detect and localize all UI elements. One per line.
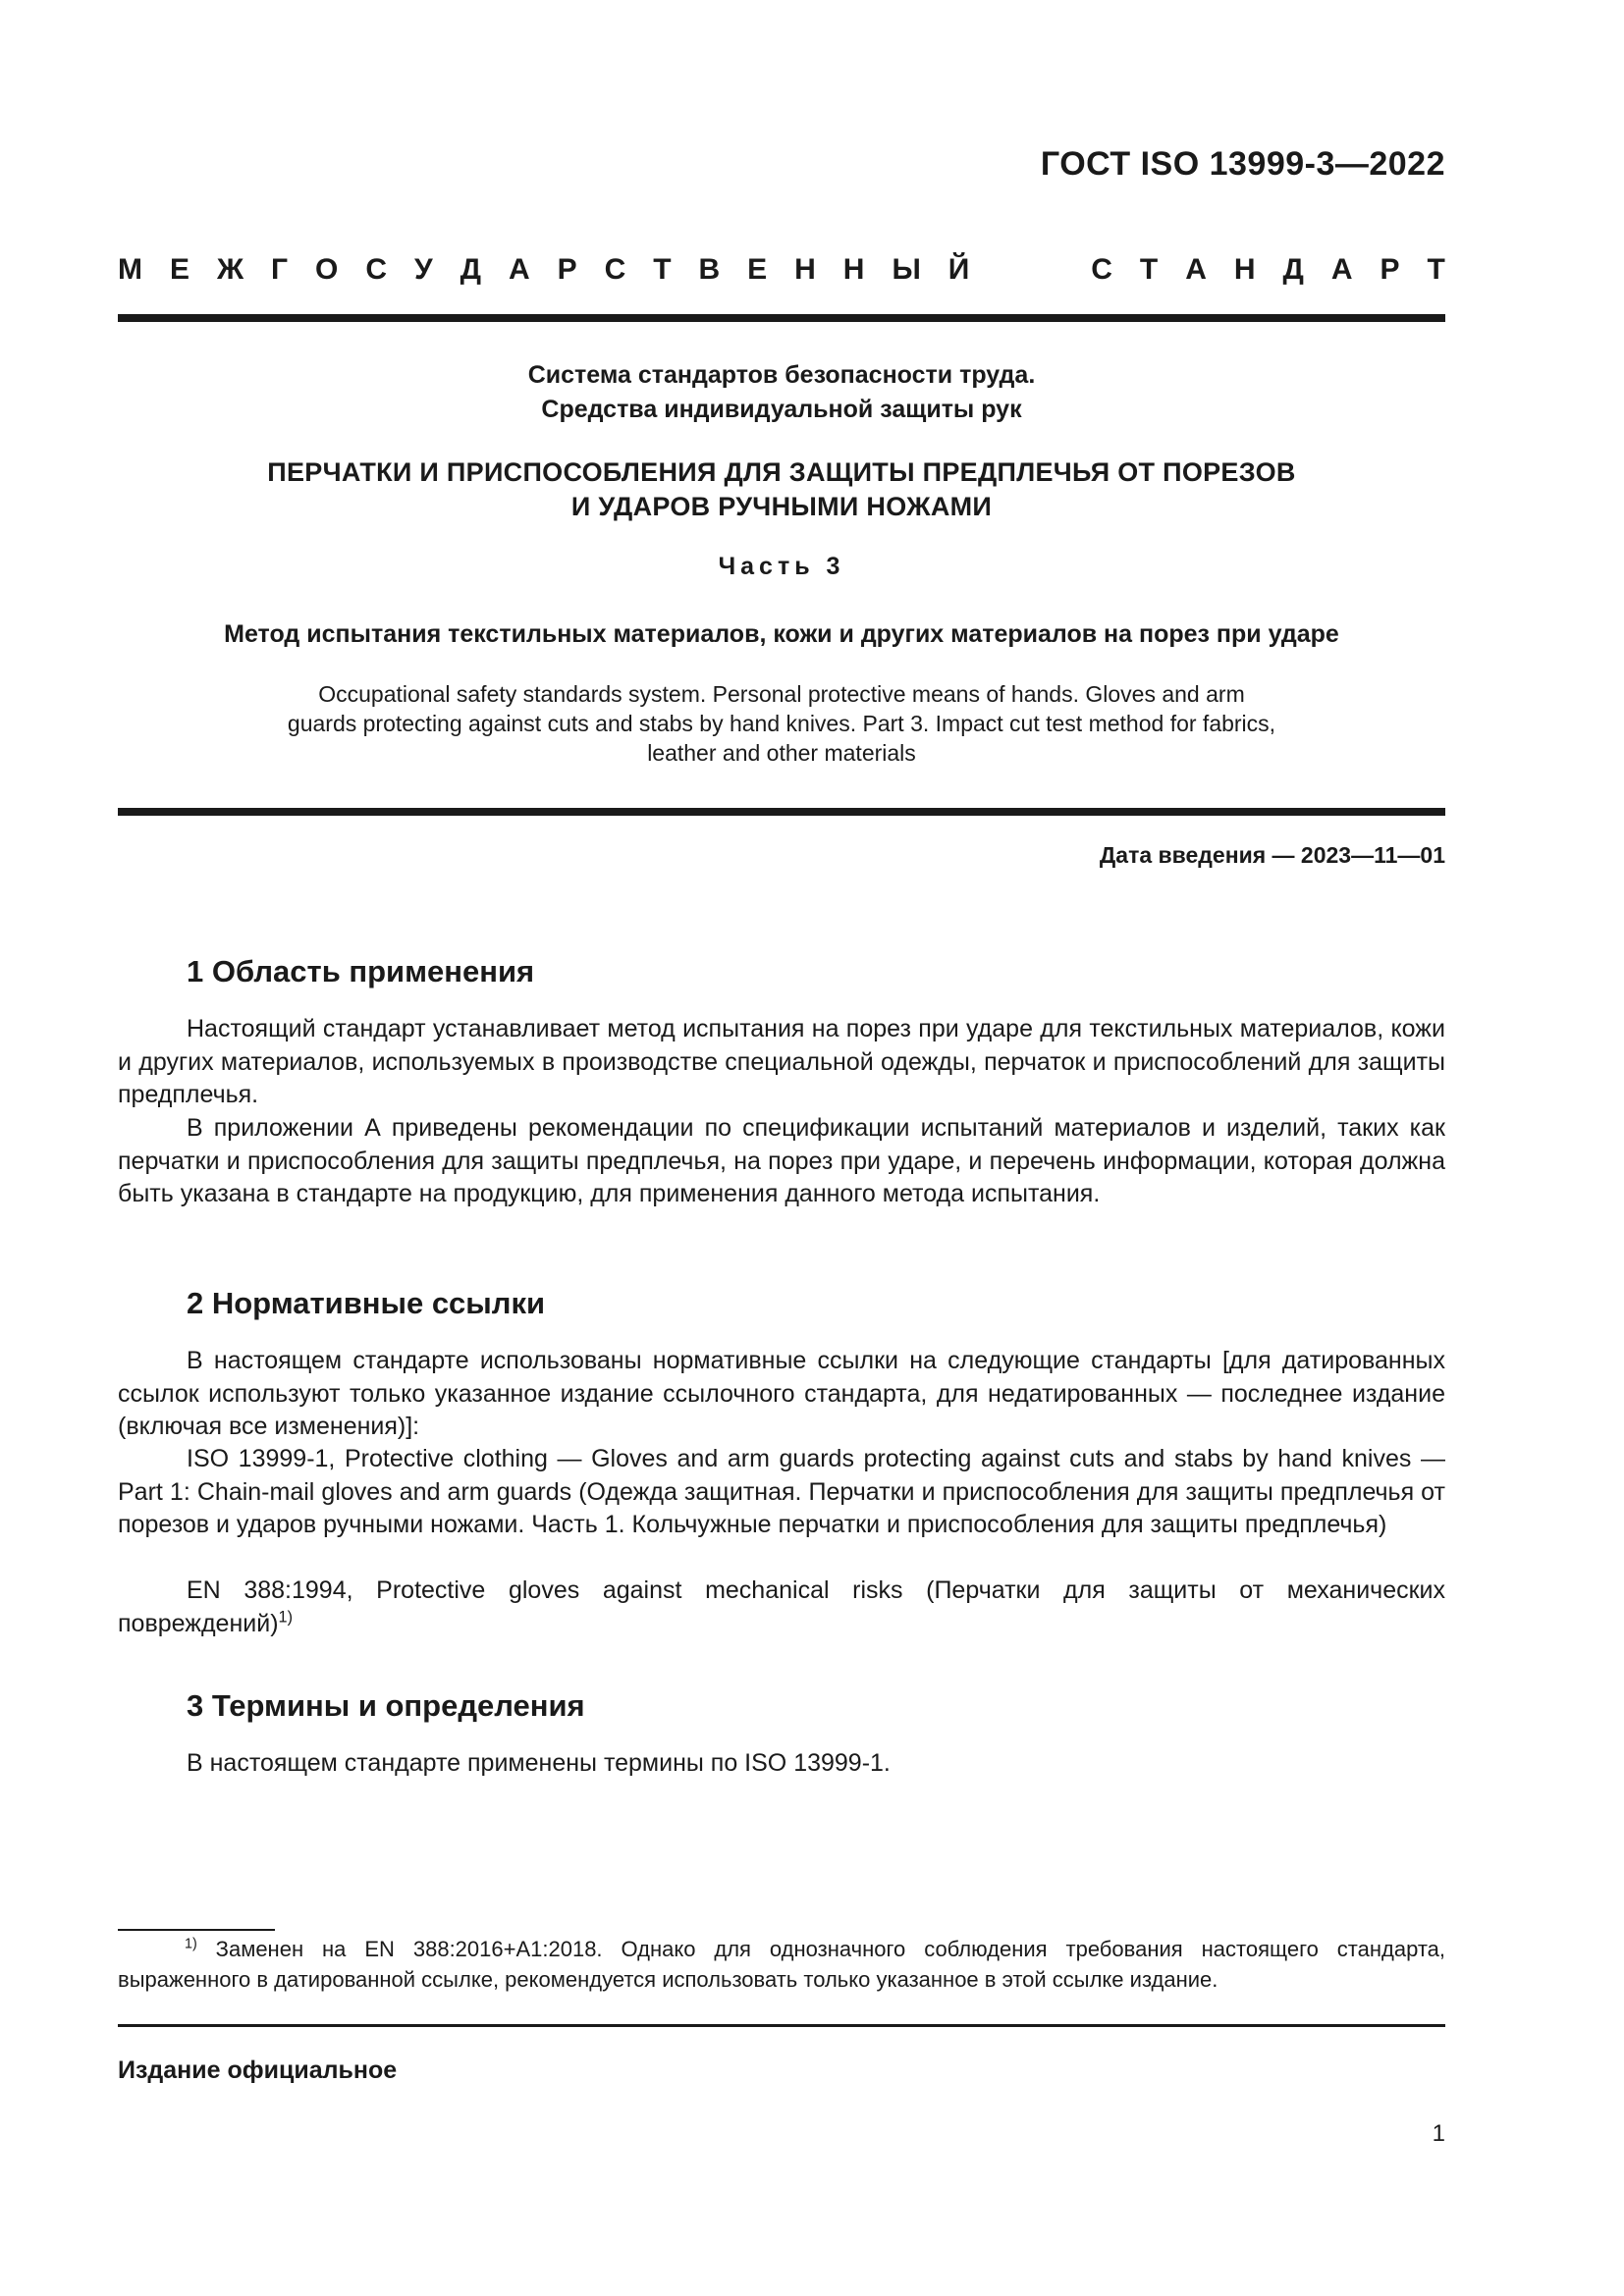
part-label: Часть 3	[718, 553, 845, 580]
standard-type-letter: С	[1091, 253, 1112, 286]
standard-type-letter: Е	[169, 253, 189, 286]
main-title	[118, 455, 1445, 524]
footer-rule	[118, 2024, 1445, 2027]
section-3-title: 3 Термины и определения	[187, 1688, 585, 1723]
title-block-rule	[118, 808, 1445, 816]
standard-type-letter	[997, 253, 1016, 287]
standard-type-letter	[1044, 253, 1063, 287]
standard-type-letter: Д	[460, 253, 481, 286]
standard-type-letter: Г	[271, 253, 289, 286]
standard-type-letter: А	[1185, 253, 1207, 286]
standard-type-letter: Н	[794, 253, 816, 286]
standard-type-letter: Т	[653, 253, 672, 286]
section-1-paragraph-1: Настоящий стандарт устанавливает метод испытания на порез при ударе для текстильных материалов, кожи и других материалов, используемых в производстве специальной одежды, перчаток и приспособлений для защиты предплечья.	[118, 1015, 1445, 1108]
section-3-paragraph-1: В настоящем стандарте применены термины по ISO 13999-1.	[187, 1749, 891, 1777]
section-2-title: 2 Нормативные ссылки	[187, 1286, 546, 1320]
footnote-reference[interactable]: 1)	[278, 1608, 293, 1627]
standard-type-letter: А	[1330, 253, 1353, 286]
section-1-paragraph-2: В приложении А приведены рекомендации по спецификации испытаний материалов и изделий, таких как перчатки и приспособления для защиты предплечья, на порез при ударе, и перечень информации, которая должна быть указана в стандарте на продукцию, для применения данного метода испытания.	[118, 1114, 1445, 1207]
standard-type-letter: С	[365, 253, 388, 286]
english-title: Occupational safety standards system. Personal protective means of hands. Gloves and arm guards protecting against cuts and stabs by hand knives. Part 3. Impact cut test method for fabrics, leather and other materials	[287, 681, 1276, 766]
system-title-line-1: Система стандартов безопасности труда.	[527, 361, 1036, 389]
standard-type-letter: Й	[947, 253, 970, 286]
footnote-marker: 1)	[185, 1936, 197, 1952]
standard-type-letter: Т	[1139, 253, 1159, 286]
introduction-date: Дата введения — 2023—11—01	[1099, 842, 1445, 868]
edition-label: Издание официальное	[118, 2056, 398, 2084]
standard-type-letter: А	[508, 253, 530, 286]
standard-type-letter: Д	[1282, 253, 1304, 286]
standard-type-letter: С	[604, 253, 626, 286]
header-rule	[118, 314, 1445, 322]
system-title-line-2: Средства индивидуальной защиты рук	[541, 396, 1022, 423]
standard-type-letter: Р	[557, 253, 577, 286]
standard-type-letter: М	[118, 253, 142, 286]
standard-type-letter: Т	[1427, 253, 1445, 286]
main-title-line-2: И УДАРОВ РУЧНЫМИ НОЖАМИ	[570, 492, 993, 521]
standard-type-letter: Е	[747, 253, 768, 286]
standard-type-letter: Ж	[216, 253, 244, 286]
standard-type-letter: У	[413, 253, 433, 286]
section-2-paragraph-1: В настоящем стандарте использованы нормативные ссылки на следующие стандарты [для датированных ссылок используют только указанное издание ссылочного стандарта, для недатированных — последнее издание (включая все изменения)]:	[118, 1347, 1445, 1440]
section-2-paragraph-2: ISO 13999-1, Protective clothing — Gloves and arm guards protecting against cuts and stabs by hand knives — Part 1: Chain-mail gloves and arm guards (Одежда защитная. Перчатки и приспособления для защиты предплечья от порезов и ударов ручными ножами. Часть 1. Кольчужные перчатки и приспособления для защиты предплечья)	[118, 1445, 1445, 1538]
standard-type-letter: В	[698, 253, 721, 286]
standard-type-letter: Н	[842, 253, 865, 286]
standard-type-letter: Н	[1233, 253, 1256, 286]
section-2-paragraph-3	[118, 1575, 1445, 1640]
footnote-rule	[118, 1929, 275, 1931]
main-title-line-1: ПЕРЧАТКИ И ПРИСПОСОБЛЕНИЯ ДЛЯ ЗАЩИТЫ ПРЕДПЛЕЧЬЯ ОТ ПОРЕЗОВ	[267, 457, 1296, 487]
standard-type-heading	[118, 253, 1445, 287]
section-1-title: 1 Область применения	[187, 954, 535, 988]
standard-type-letter: Ы	[892, 253, 921, 286]
standard-type-letter: Р	[1380, 253, 1400, 286]
footnote-text: Заменен на EN 388:2016+A1:2018. Однако для однозначного соблюдения требования настоящего стандарта, выраженного в датированной ссылке, рекомендуется использовать только указанное в этой ссылке издание.	[118, 1937, 1445, 1992]
footnote	[118, 1934, 1445, 1995]
section-2-paragraph-3-text: EN 388:1994, Protective gloves against mechanical risks (Перчатки для защиты от механических повреждений)	[118, 1576, 1445, 1637]
document-number: ГОСТ ISO 13999-3—2022	[1040, 145, 1445, 183]
subtitle: Метод испытания текстильных материалов, кожи и других материалов на порез при ударе	[224, 620, 1339, 648]
standard-type-letter: О	[315, 253, 339, 286]
system-title	[118, 358, 1445, 427]
page-number: 1	[1432, 2120, 1445, 2147]
